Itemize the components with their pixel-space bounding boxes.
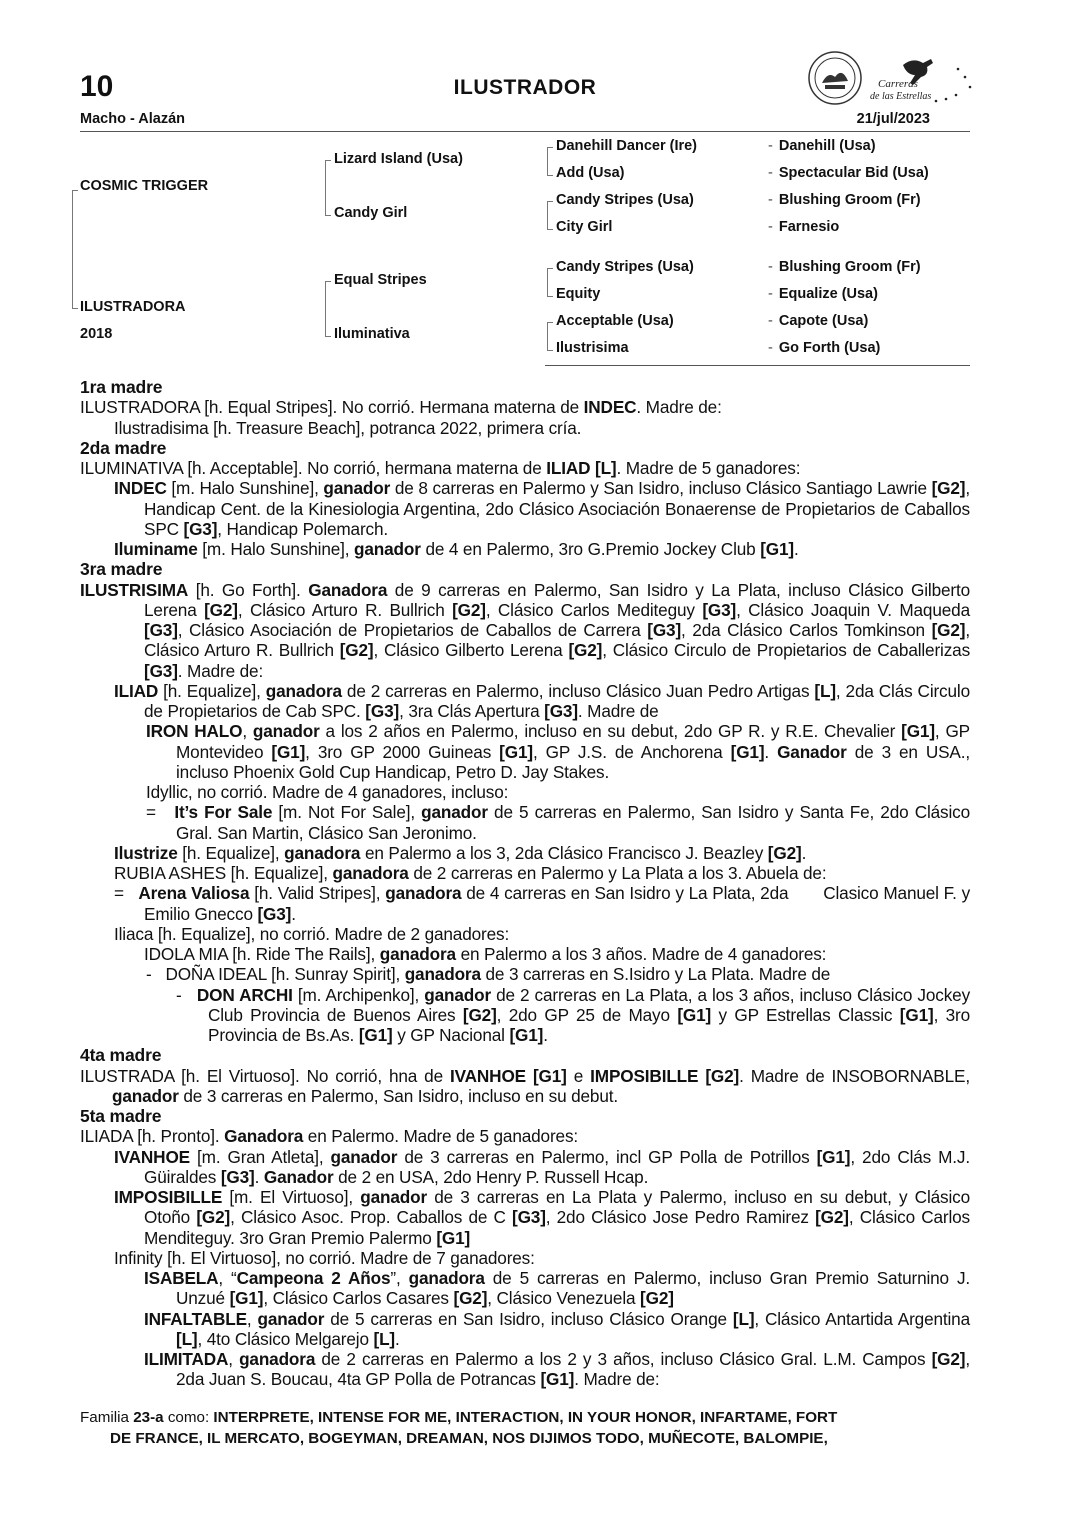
bracket-gen3d — [547, 322, 553, 351]
horse-name: ILUSTRADOR — [453, 76, 597, 99]
produce-entry: Iliaca [h. Equalize], no corrió. Madre de 2 ganadores: — [114, 923, 510, 944]
family-footer — [80, 1407, 970, 1449]
gen2-3: Equal Stripes — [334, 272, 427, 288]
produce-entry: ILIMITADA, ganadora de 2 carreras en Palermo a los 2 y 3 años, incluso Clásico Gral. L.M. Campos [G2], 2da Juan S. Boucau, 4ta GP Polla de Potrancas [G1]. Madre de: — [144, 1349, 970, 1390]
gen3-5: Candy Stripes (Usa) — [556, 259, 694, 275]
gen3-4: City Girl — [556, 219, 613, 235]
gen4-6: - Equalize (Usa) — [768, 286, 878, 302]
section-3ra-madre: 3ra madre — [80, 559, 163, 580]
sire-name: COSMIC TRIGGER — [80, 178, 209, 194]
bracket-gen3c — [547, 268, 553, 297]
produce-entry: = It’s For Sale [m. Not For Sale], ganador de 5 carreras en Palermo, San Isidro y Santa Fe, 2do Clásico Gral. San Martin, Clásico San Jeronimo. — [146, 802, 970, 843]
gen3-1: Danehill Dancer (Ire) — [556, 138, 698, 154]
svg-text:Carreras: Carreras — [878, 78, 918, 90]
gen3-6: Equity — [556, 286, 601, 302]
header-divider — [80, 131, 970, 132]
event-logos — [808, 47, 978, 109]
gen4-5: - Blushing Groom (Fr) — [768, 259, 921, 275]
produce-entry: = Arena Valiosa [h. Valid Stripes], ganadora de 4 carreras en San Isidro y La Plata, 2da Clasico Manuel F. y Emilio Gnecco [G3]. — [114, 883, 971, 924]
family-line-2: DE FRANCE, IL MERCATO, BOGEYMAN, DREAMAN, NOS DIJIMOS TODO, MUÑECOTE, BALOMPIE, — [110, 1430, 828, 1447]
produce-entry: RUBIA ASHES [h. Equalize], ganadora de 2 carreras en Palermo y La Plata a los 3. Abuela de: — [114, 863, 827, 883]
family-line-1: Familia 23-a como: INTERPRETE, INTENSE FOR ME, INTERACTION, IN YOUR HONOR, INFARTAME, FORT — [80, 1409, 838, 1426]
lot-number: 10 — [80, 70, 114, 103]
sale-date: 21/jul/2023 — [856, 111, 930, 127]
section-1ra-madre: 1ra madre — [80, 377, 163, 397]
gen4-4: - Farnesio — [768, 219, 840, 235]
section-2da-madre: 2da madre — [80, 437, 167, 458]
dam-entry: ILUSTRADORA [h. Equal Stripes]. No corrió. Hermana materna de INDEC. Madre de: — [80, 397, 722, 418]
dam-entry: ILIADA [h. Pronto]. Ganadora en Palermo. Madre de 5 ganadores: — [80, 1126, 579, 1147]
produce-entry: INFALTABLE, ganador de 5 carreras en San Isidro, incluso Clásico Orange [L], Clásico Antartida Argentina [L], 4to Clásico Melgarejo [L]. — [144, 1308, 970, 1349]
produce-entry: IMPOSIBILLE [m. El Virtuoso], ganador de 3 carreras en La Plata y Palermo, incluso en su debut, y Clásico Otoño [G2], Clásico Asoc. Prop. Caballos de C [G3], 2do Clásico Jose Pedro Ramirez [G2], Clásico Carlos Menditeguy. 3ro Gran Premio Palermo [G1] — [114, 1187, 970, 1248]
gen4-7: - Capote (Usa) — [768, 313, 869, 329]
svg-text:de las Estrellas: de las Estrellas — [870, 91, 932, 102]
produce-entry: IRON HALO, ganador a los 2 años en Palermo, incluso en su debut, 2do GP R. y R.E. Chevalier [G1], GP Montevideo [G1], 3ro GP 2000 Guineas [G1], GP J.S. de Anchorena [G1]. Ganador de 3 en USA., incluso Phoenix Gold Cup Handicap, Petro D. Jay Stakes. — [146, 721, 970, 782]
seal-logo-icon — [808, 47, 978, 109]
gen3-8: Ilustrisima — [556, 340, 629, 356]
produce-entry: Infinity [h. El Virtuoso], no corrió. Madre de 7 ganadores: — [114, 1247, 535, 1268]
produce-entry: - DON ARCHI [m. Archipenko], ganador de 2 carreras en La Plata, a los 3 años, incluso Clásico Jockey Club Provincia de Buenos Aires [G2], 2do GP 25 de Mayo [G1] y GP Estrellas Classic [G1], 3ro Provincia de Bs.As. [G1] y GP Nacional [G1]. — [176, 984, 971, 1045]
produce-entry: ISABELA, “Campeona 2 Años”, ganadora de 5 carreras en Palermo, incluso Gran Premio Saturnino J. Unzué [G1], Clásico Carlos Casares [G2], Clásico Venezuela [G2] — [144, 1268, 971, 1309]
dam-entry: ILUSTRISIMA [h. Go Forth]. Ganadora de 9 carreras en Palermo, San Isidro y La Plata, incluso Clásico Gilberto Lerena [G2], Clásico Arturo R. Bullrich [G2], Clásico Carlos Mediteguy [G3], Clásico Joaquin V. Maqueda [G3], Clásico Asociación de Propietarios de Caballos de Carrera [G3], 2da Clásico Carlos Tomkinson [G2], Clásico Arturo R. Bullrich [G2], Clásico Gilberto Lerena [G2], Clásico Circulo de Propietarios de Caballerizas [G3]. Madre de: — [80, 579, 971, 681]
produce-entry: INDEC [m. Halo Sunshine], ganador de 8 carreras en Palermo y San Isidro, incluso Clásico Santiago Lawrie [G2], Handicap Cent. de la Kinesiologia Argentina, 2do Clásico Asociación Bonaerense de Propietarios de Caballos SPC [G3], Handicap Polemarch. — [114, 478, 970, 539]
gen3-3: Candy Stripes (Usa) — [556, 192, 694, 208]
gen4-3: - Blushing Groom (Fr) — [768, 192, 921, 208]
produce-entry: IDOLA MIA [h. Ride The Rails], ganadora en Palermo a los 3 años. Madre de 4 ganadores: — [144, 944, 827, 964]
bracket-gen2b — [325, 281, 331, 337]
gen2-4: Iluminativa — [334, 326, 410, 342]
gen4-2: - Spectacular Bid (Usa) — [768, 165, 929, 181]
section-4ta-madre: 4ta madre — [80, 1045, 162, 1066]
produce-entry: ILIAD [h. Equalize], ganadora de 2 carreras en Palermo, incluso Clásico Juan Pedro Artigas [L], 2da Clás Circulo de Propietarios de Cab SPC. [G3], 3ra Clás Apertura [G3]. Madre de — [114, 680, 970, 721]
produce-entry: Iluminame [m. Halo Sunshine], ganador de 4 en Palermo, 3ro G.Premio Jockey Club [G1]. — [114, 539, 799, 559]
gen2-1: Lizard Island (Usa) — [334, 151, 463, 167]
section-5ta-madre: 5ta madre — [80, 1106, 162, 1126]
gen4-1: - Danehill (Usa) — [768, 138, 876, 154]
gen2-2: Candy Girl — [334, 205, 408, 221]
bracket-gen3b — [547, 201, 553, 230]
bracket-gen3a — [547, 147, 553, 176]
bracket-gen2a — [325, 160, 331, 216]
produce-entry: IVANHOE [m. Gran Atleta], ganador de 3 carreras en Palermo, incl GP Polla de Potrillos [G1], 2do Clás M.J. Güiraldes [G3]. Ganador de 2 en USA, 2do Henry P. Russell Hcap. — [114, 1146, 970, 1187]
dam-entry: ILUSTRADA [h. El Virtuoso]. No corrió, hna de IVANHOE [G1] e IMPOSIBILLE [G2]. Madre de INSOBORNABLE, ganador de 3 carreras en Palermo, San Isidro, incluso en su debut. — [80, 1065, 970, 1106]
gen3-7: Acceptable (Usa) — [556, 313, 674, 329]
produce-entry: Idyllic, no corrió. Madre de 4 ganadores, incluso: — [146, 782, 509, 802]
produce-record — [80, 377, 970, 1390]
sex-color: Macho - Alazán — [80, 111, 186, 127]
produce-entry: Ilustrize [h. Equalize], ganadora en Palermo a los 3, 2da Clásico Francisco J. Beazley [G2]. — [114, 842, 807, 863]
gen4-8: - Go Forth (Usa) — [768, 340, 881, 356]
pedigree-divider — [545, 365, 970, 366]
produce-entry: Ilustradisima [h. Treasure Beach], potranca 2022, primera cría. — [114, 417, 582, 438]
dam-name: ILUSTRADORA — [80, 299, 186, 315]
gen3-2: Add (Usa) — [556, 165, 625, 181]
dam-entry: ILUMINATIVA [h. Acceptable]. No corrió, hermana materna de ILIAD [L]. Madre de 5 ganadores: — [80, 458, 801, 478]
produce-entry: - DOÑA IDEAL [h. Sunray Spirit], ganadora de 3 carreras en S.Isidro y La Plata. Madre de — [146, 964, 831, 985]
dam-year: 2018 — [80, 326, 113, 342]
